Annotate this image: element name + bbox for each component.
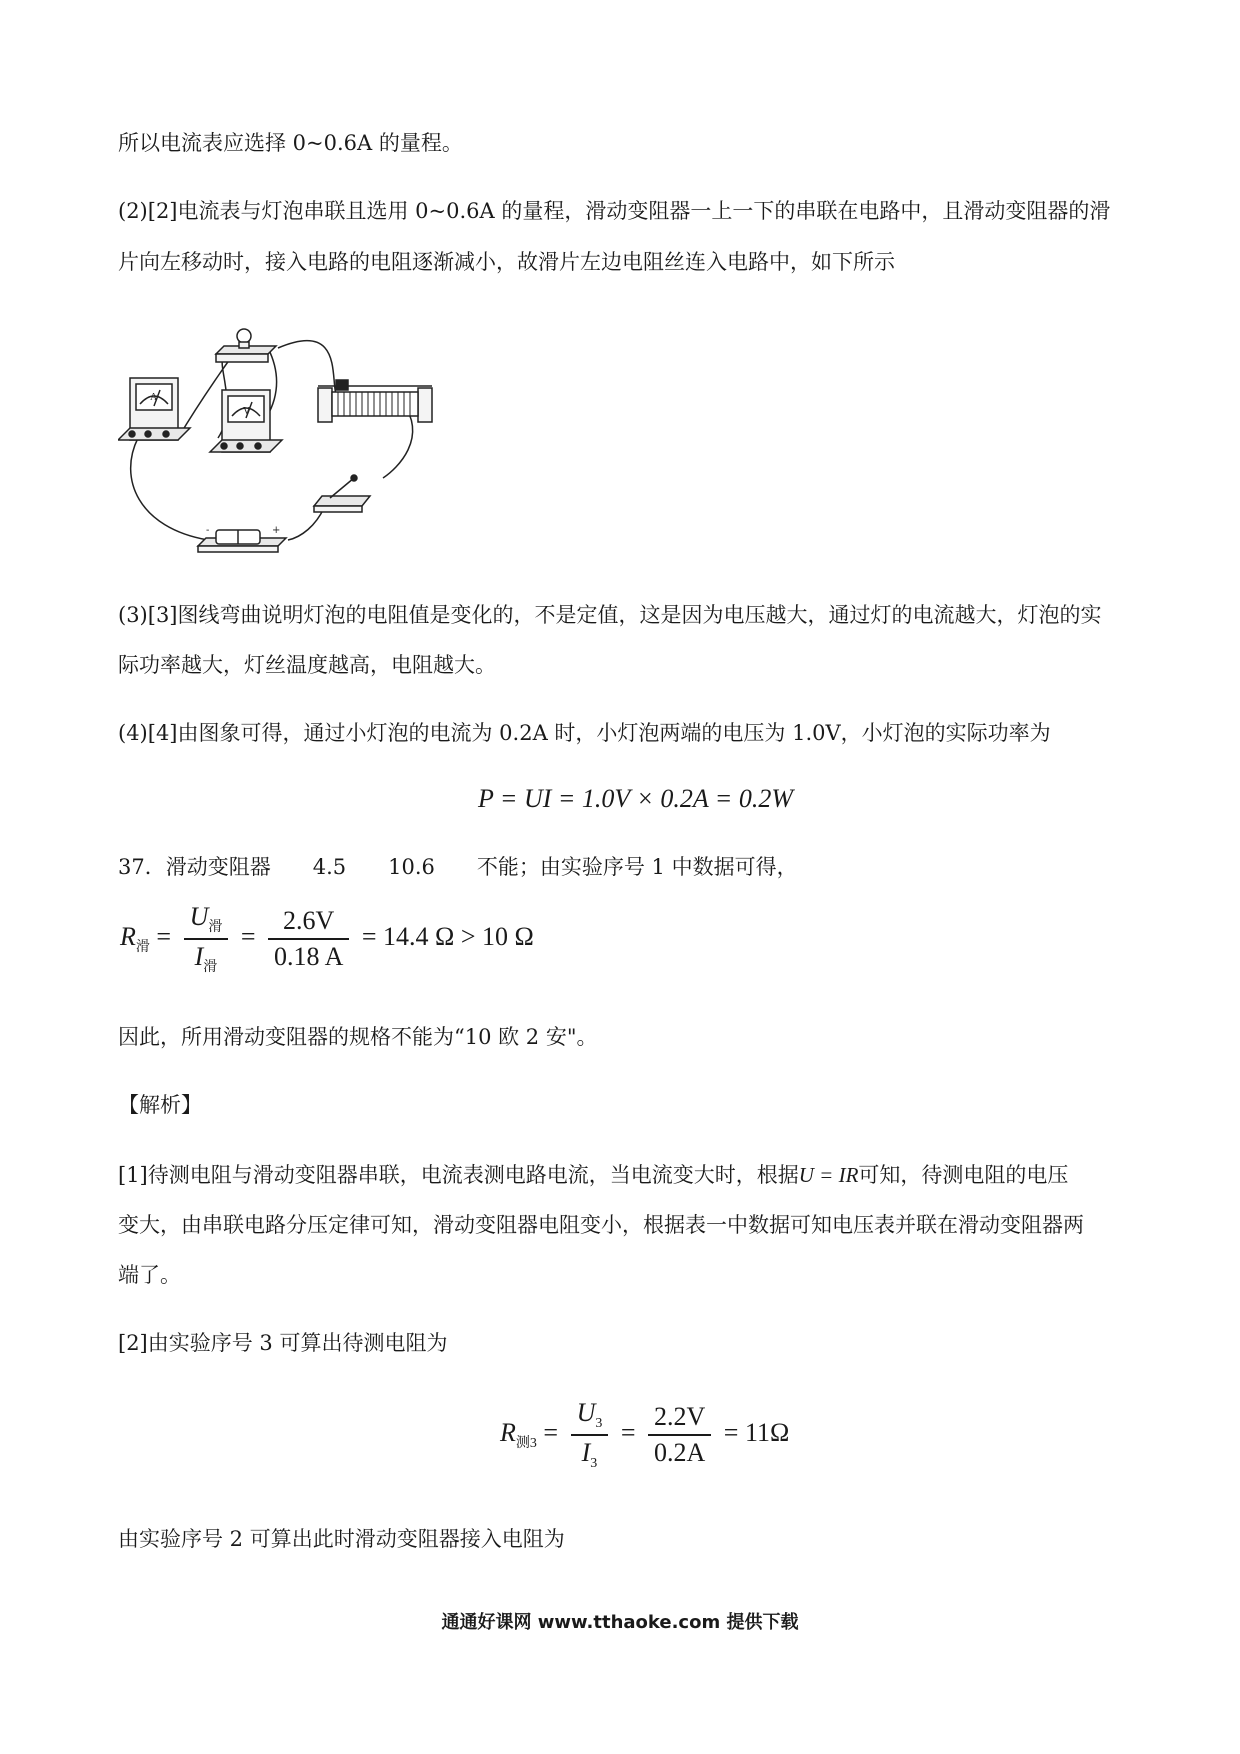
fraction-den-sub: 滑	[203, 960, 218, 975]
paragraph-3-line-2: 际功率越大，灯丝温度越高，电阻越大。	[118, 653, 496, 677]
answer-37: 37．滑动变阻器 4.5 10.6 不能；由实验序号 1 中数据可得，	[118, 855, 798, 879]
battery-minus: -	[206, 525, 210, 536]
voltmeter-label: V	[243, 406, 251, 417]
fraction-den-value: 0.2A	[654, 1438, 706, 1467]
formula-lhs-sub: 滑	[135, 939, 150, 955]
fraction-symbolic	[184, 902, 229, 976]
paragraph-6-line-1	[118, 1160, 1128, 1190]
paragraph-4: (4)[4]由图象可得，通过小灯泡的电流为 0.2A 时，小灯泡两端的电压为 1.0V，小灯泡的实际功率为	[118, 721, 1051, 745]
equals-sign: =	[156, 921, 172, 951]
inline-formula: U = IR	[798, 1163, 859, 1187]
formula-lhs: R	[120, 921, 136, 951]
fraction-den-sub: 3	[590, 1456, 598, 1471]
formula-lhs: R	[500, 1417, 516, 1447]
fraction-num-value: 2.2V	[648, 1402, 711, 1436]
paragraph-6-text-end: 可知，待测电阻的电压	[858, 1163, 1069, 1187]
circuit-diagram	[118, 328, 478, 558]
ammeter-label: A	[150, 392, 158, 403]
fraction-num-value: 2.6V	[268, 906, 349, 940]
slide-resistance-formula	[120, 902, 534, 976]
paragraph-2-line-1: (2)[2]电流表与灯泡串联且选用 0~0.6A 的量程，滑动变阻器一上一下的串联在电路中，且滑动变阻器的滑	[118, 199, 1111, 223]
paragraph-6-text: [1]待测电阻与滑动变阻器串联，电流表测电路电流，当电流变大时，根据	[118, 1163, 799, 1187]
paragraph-8: 由实验序号 2 可算出此时滑动变阻器接入电阻为	[118, 1527, 565, 1551]
paragraph-6-line-2: 变大，由串联电路分压定律可知，滑动变阻器电阻变小，根据表一中数据可知电压表并联在滑动变阻器两	[118, 1213, 1084, 1237]
paragraph-3-line-1: (3)[3]图线弯曲说明灯泡的电阻值是变化的，不是定值，这是因为电压越大，通过灯的电流越大，灯泡的实	[118, 603, 1102, 627]
power-formula-text: P = UI = 1.0V × 0.2A = 0.2W	[478, 784, 794, 813]
paragraph-range-conclusion: 所以电流表应选择 0~0.6A 的量程。	[118, 131, 463, 155]
fraction-numeric	[648, 1402, 711, 1468]
equals-sign: =	[620, 1417, 636, 1447]
fraction-num: U	[576, 1398, 596, 1427]
paragraph-6-line-3: 端了。	[118, 1263, 181, 1287]
equals-sign: =	[240, 921, 256, 951]
fraction-num-sub: 滑	[208, 920, 223, 935]
paragraph-7: [2]由实验序号 3 可算出待测电阻为	[118, 1331, 448, 1355]
battery-plus: +	[272, 525, 281, 536]
page-footer: 通通好课网 www.tthaoke.com 提供下载	[441, 1612, 799, 1633]
rheostat	[318, 380, 432, 422]
test-resistance-formula	[500, 1398, 789, 1472]
fraction-num: U	[189, 902, 209, 931]
fraction-num-sub: 3	[595, 1416, 603, 1431]
paragraph-5: 因此，所用滑动变阻器的规格不能为“10 欧 2 安"。	[118, 1025, 598, 1049]
formula-lhs-sub: 测3	[515, 1435, 537, 1451]
formula-result: = 14.4 Ω > 10 Ω	[361, 921, 534, 951]
ammeter	[118, 378, 190, 440]
paragraph-2-line-2: 片向左移动时，接入电路的电阻逐渐减小，故滑片左边电阻丝连入电路中，如下所示	[118, 250, 895, 274]
analysis-heading: 【解析】	[118, 1093, 202, 1117]
fraction-den-value: 0.18 A	[274, 942, 344, 971]
voltmeter	[210, 390, 282, 452]
bulb	[216, 329, 276, 362]
formula-result: = 11Ω	[723, 1417, 790, 1447]
switch	[314, 475, 370, 512]
fraction-numeric	[268, 906, 349, 972]
fraction-symbolic	[571, 1398, 609, 1472]
fraction-den: I	[194, 942, 204, 971]
fraction-den: I	[581, 1438, 591, 1467]
power-formula	[478, 784, 793, 814]
wire	[131, 438, 208, 540]
equals-sign: =	[543, 1417, 559, 1447]
